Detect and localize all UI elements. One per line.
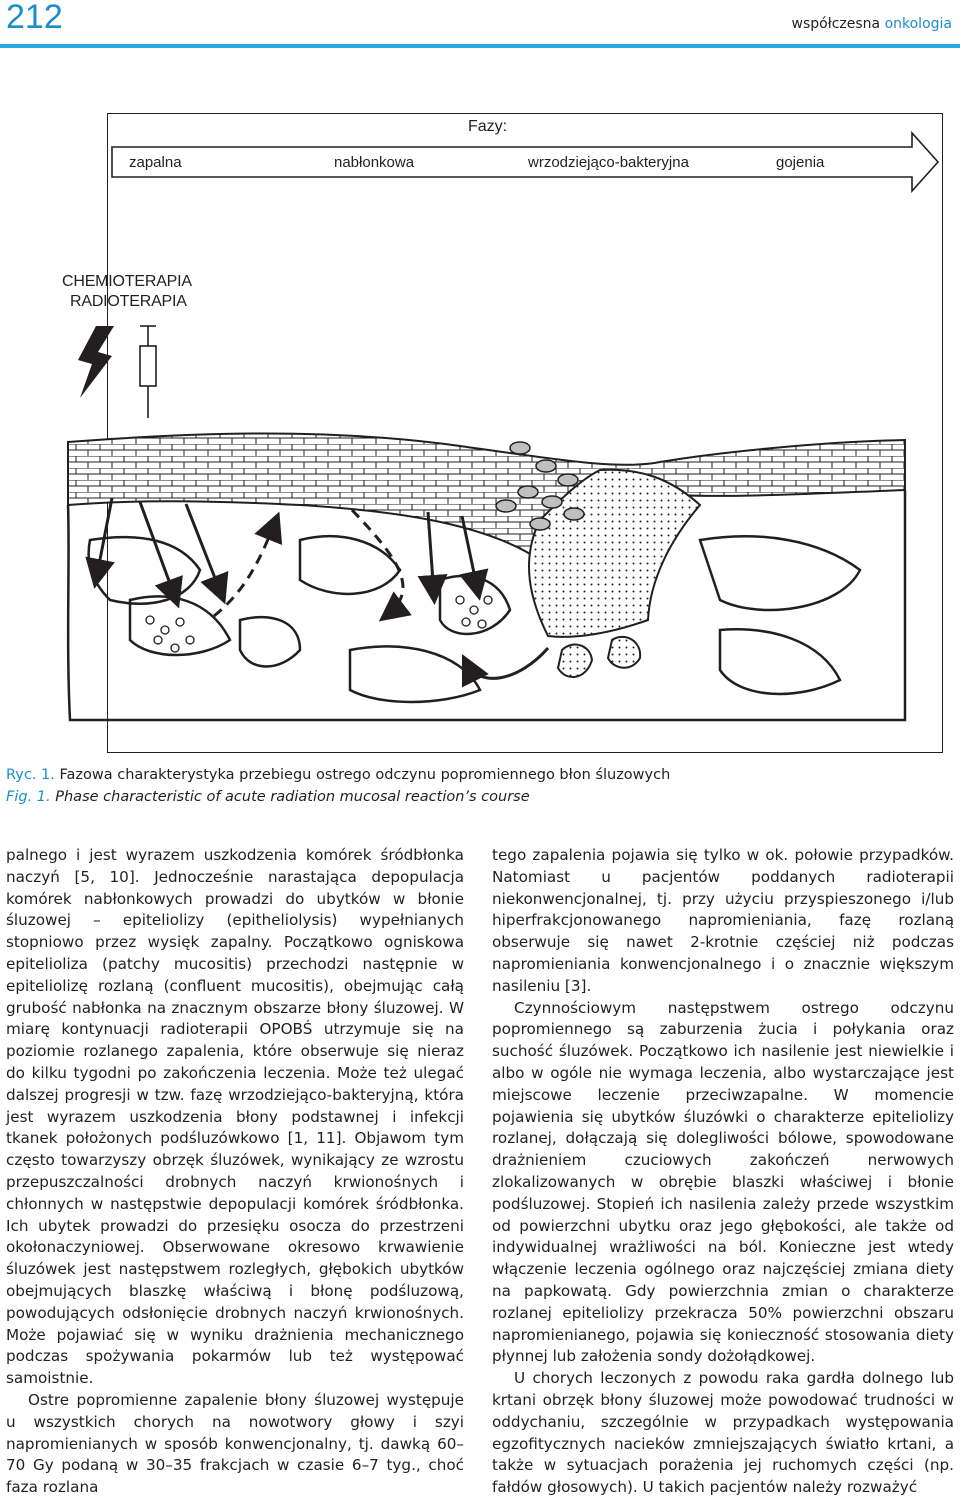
caption-en-label: Fig. 1. [6,789,51,805]
lesion-small-2 [608,637,640,668]
figure-caption-en [6,787,530,807]
lesion-small-1 [558,645,592,677]
syringe-icon [140,326,156,418]
phase-label-ulcerative: wrzodziejąco-bakteryjna [528,154,689,171]
caption-pl-text: Fazowa charakterystyka przebiegu ostrego odczynu popromiennego błon śluzowych [54,767,671,783]
therapy-label-radio: RADIOTERAPIA [70,293,187,310]
lightning-bolt-icon [78,326,114,398]
phase-label-inflammatory: zapalna [129,154,182,171]
phase-label-epithelial: nabłonkowa [334,154,415,171]
figure-caption-pl [6,765,670,785]
right-paragraph-2: Czynnościowym następstwem ostrego odczynu popromiennego są zaburzenia żucia i połykania oraz suchość śluzówek. Początkowo ich nasilenie jest niewielkie i albo w ogóle nie wymaga leczenia, albo wystarczające jest miejscowe leczenie przeciwzapalne. W momencie pojawienia się ubytków śluzówki o charakterze epiteliolizy rozlanej, dołączają się dolegliwości bólowe, spowodowane drażnieniem czuciowych zakończeń nerwowych zlokalizowanych w obrębie blaszki właściwej i błonie podśluzowej. Stopień ich nasilenia zależy przede wszystkim od powierzchni ubytku oraz jego głębokości, ale także od indywidualnej wrażliwości na ból. Konieczne jest wtedy włączenie leczenia ogólnego oraz najczęściej zmiana diety na papkowatą. Gdy powierzchnia zmian o charakterze rozlanej epiteliolizy przekracza 50% powierzchni obszaru napromienianego, pojawia się konieczność stosowania diety płynnej lub założenia sondy dożołądkowej. [492,998,954,1366]
caption-pl-label: Ryc. 1. [6,767,55,783]
right-text-column [492,845,954,1499]
journal-title-part2: onkologia [884,16,952,32]
right-paragraph-3: U chorych leczonych z powodu raka gardła dolnego lub krtani obrzęk błony śluzowej może powodować trudności w oddychaniu, szczególnie w przypadkach występowania egzofitycznych nacieków zmniejszających światło krtani, a także w sytuacjach porażenia jej ruchomych części (np. fałdów głosowych). U takich pacjentów należy rozważyć [492,1369,954,1497]
phases-title: Fazy: [468,118,508,135]
figure-illustration [0,100,960,760]
header-rule [0,44,960,48]
therapy-label-chemo: CHEMIOTERAPIA [62,273,192,290]
journal-title [792,16,952,32]
right-paragraph-1: tego zapalenia pojawia się tylko w ok. połowie przypadków. Natomiast u pacjentów poddanych radioterapii niekonwencjonalnej, tj. przy użyciu przyspieszonego i/lub hiperfrakcjonowanego napromieniania, fazę rozlaną obserwuje się nawet 2-krotnie częściej niż podczas napromieniania konwencjonalnego i o znacznie większym nasileniu [3]. [492,846,954,995]
phase-label-healing: gojenia [776,154,825,171]
epithelium-layer [68,434,905,561]
inflammatory-arrows [214,510,403,616]
left-paragraph-2: Ostre popromienne zapalenie błony śluzowej występuje u wszystkich chorych na nowotwory głowy i szyi napromienianych w sposób konwencjonalny, tj. dawką 60–70 Gy podaną w 30–35 frakcjach w czasie 6–7 tyg., choć faza rozlana [6,1390,464,1497]
page-number: 212 [6,0,63,36]
journal-title-part1: współczesna [791,16,885,32]
left-text-column [6,845,464,1499]
caption-en-text: Phase characteristic of acute radiation mucosal reaction’s course [50,789,530,805]
left-paragraph-1: palnego i jest wyrazem uszkodzenia komórek śródbłonka naczyń [5, 10]. Jednocześnie narastająca depopulacja komórek nabłonkowych prowadzi do ubytków w błonie śluzowej – epiteliolizy (epitheliolysis) wypełnianych stopniowo przez wysięk zapalny. Początkowo ogniskowa epitelioliza (patchy mucositis) przechodzi następnie w epiteliolizę rozlaną (confluent mucositis), obejmując całą grubość nabłonka na znacznym obszarze błony śluzowej. W miarę kontynuacji radioterapii OPOBŚ utrzymuje się na poziomie rozlanego zapalenia, które obserwuje się nieraz do kilku tygodni po zakończenia leczenia. Może też ulegać dalszej progresji w tzw. fazę wrzodziejąco-bakteryjną, która jest wyrazem uszkodzenia błony podstawnej i infekcji tkanek położonych podśluzówkowo [1, 11]. Objawom tym często towarzyszy obrzęk śluzówek, wynikający ze wzrostu przepuszczalności drobnych naczyń krwionośnych i chłonnych w następstwie depopulacji komórek śródbłonka. Ich ubytek prowadzi do przesięku osocza do przestrzeni okołonaczyniowej. Obserwowane okresowo krwawienie śluzówek jest następstwem rozległych, głębokich ubytków obejmujących blaszkę właściwą i błonę podśluzową, powodujących odsłonięcie drobnych naczyń krwionośnych. Może pojawiać się w wyniku drażnienia mechanicznego podczas spożywania pokarmów lub też występować samoistnie. [6,846,464,1388]
